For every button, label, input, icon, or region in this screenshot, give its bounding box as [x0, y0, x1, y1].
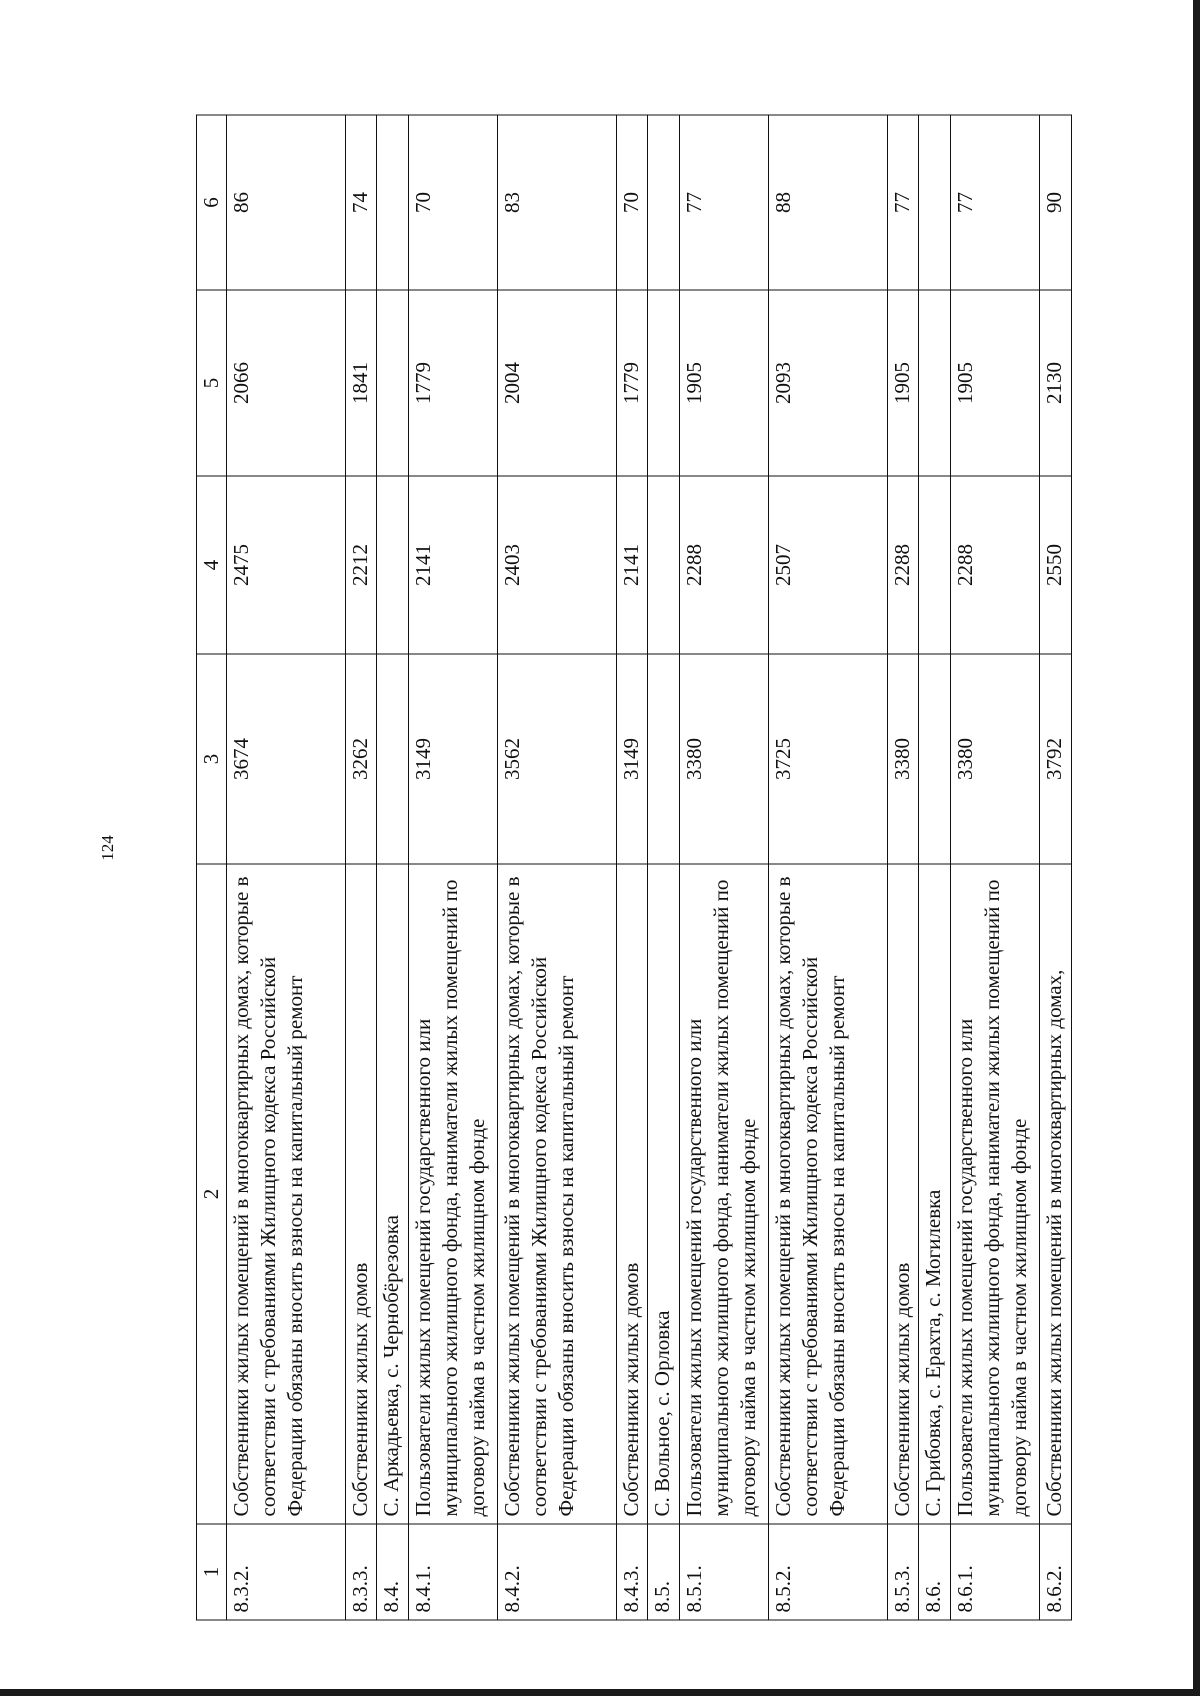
table-row: [345, 115, 377, 1620]
value-col3: 3149: [409, 654, 498, 864]
row-description: Собственники жилых помещений в многоквартирных домах,: [1040, 864, 1072, 1524]
row-code: 8.6.1.: [951, 1524, 1040, 1620]
value-col5: 1905: [951, 290, 1040, 476]
row-code: 8.3.2.: [227, 1524, 346, 1620]
value-col3: [919, 654, 951, 864]
value-col3: 3380: [680, 654, 769, 864]
value-col3: 3562: [498, 654, 617, 864]
table-row: [769, 115, 888, 1620]
value-col5: [919, 290, 951, 476]
value-col5: 2066: [227, 290, 346, 476]
value-col3: 3380: [951, 654, 1040, 864]
value-col5: [648, 290, 680, 476]
row-description: Собственники жилых домов: [616, 864, 648, 1524]
value-col4: 2475: [227, 476, 346, 654]
column-number: 3: [197, 654, 227, 864]
table-row-section: [377, 115, 409, 1620]
page-number: 124: [98, 835, 117, 861]
value-col5: 2130: [1040, 290, 1072, 476]
value-col4: [377, 476, 409, 654]
value-col5: 2093: [769, 290, 888, 476]
scan-edge-bottom: [0, 1689, 1200, 1696]
row-code: 8.4.2.: [498, 1524, 617, 1620]
value-col3: [377, 654, 409, 864]
value-col5: 1779: [616, 290, 648, 476]
value-col3: 3149: [616, 654, 648, 864]
value-col6: [648, 115, 680, 290]
value-col4: 2550: [1040, 476, 1072, 654]
value-col5: 1841: [345, 290, 377, 476]
value-col4: 2288: [887, 476, 919, 654]
table-row: [887, 115, 919, 1620]
row-description: Собственники жилых домов: [887, 864, 919, 1524]
column-number-row: [197, 115, 227, 1620]
row-code: 8.5.2.: [769, 1524, 888, 1620]
value-col3: 3674: [227, 654, 346, 864]
section-title: С. Вольное, с. Орловка: [648, 864, 680, 1524]
table-row: [498, 115, 617, 1620]
value-col5: [377, 290, 409, 476]
table-row: [951, 115, 1040, 1620]
column-number: 2: [197, 864, 227, 1524]
row-code: 8.5.3.: [887, 1524, 919, 1620]
row-code: 8.5.1.: [680, 1524, 769, 1620]
section-title: С. Аркадьевка, с. Чернобёрезовка: [377, 864, 409, 1524]
value-col6: 70: [409, 115, 498, 290]
row-description: Пользователи жилых помещений государственного или муниципального жилищного фонда, наниматели жилых помещений по договору найма в частном жилищном фонде: [409, 864, 498, 1524]
row-description: Пользователи жилых помещений государственного или муниципального жилищного фонда, наниматели жилых помещений по договору найма в частном жилищном фонде: [680, 864, 769, 1524]
table-row: [680, 115, 769, 1620]
value-col5: 1905: [887, 290, 919, 476]
row-code: 8.6.: [919, 1524, 951, 1620]
row-code: 8.4.3.: [616, 1524, 648, 1620]
value-col3: 3792: [1040, 654, 1072, 864]
row-code: 8.6.2.: [1040, 1524, 1072, 1620]
column-number: 6: [197, 115, 227, 290]
value-col4: 2212: [345, 476, 377, 654]
table-row-section: [919, 115, 951, 1620]
row-description: Собственники жилых помещений в многоквартирных домах, которые в соответствии с требованиями Жилищного кодекса Российской Федерации обязаны вносить взносы на капитальный ремонт: [227, 864, 346, 1524]
table-row: [227, 115, 346, 1620]
row-code: 8.4.1.: [409, 1524, 498, 1620]
value-col4: 2141: [616, 476, 648, 654]
value-col6: 70: [616, 115, 648, 290]
value-col4: 2507: [769, 476, 888, 654]
value-col3: 3262: [345, 654, 377, 864]
rotated-table-container: [196, 116, 1072, 1621]
value-col6: 90: [1040, 115, 1072, 290]
value-col4: [919, 476, 951, 654]
value-col3: 3380: [887, 654, 919, 864]
row-description: Собственники жилых помещений в многоквартирных домах, которые в соответствии с требованиями Жилищного кодекса Российской Федерации обязаны вносить взносы на капитальный ремонт: [769, 864, 888, 1524]
tariff-table: [196, 115, 1072, 1621]
value-col6: 86: [227, 115, 346, 290]
row-description: Пользователи жилых помещений государственного или муниципального жилищного фонда, наниматели жилых помещений по договору найма в частном жилищном фонде: [951, 864, 1040, 1524]
value-col6: [919, 115, 951, 290]
row-code: 8.4.: [377, 1524, 409, 1620]
table-row-section: [648, 115, 680, 1620]
value-col6: 77: [951, 115, 1040, 290]
section-title: С. Грибовка, с. Ерахта, с. Могилевка: [919, 864, 951, 1524]
value-col3: 3725: [769, 654, 888, 864]
value-col4: 2403: [498, 476, 617, 654]
value-col6: 77: [887, 115, 919, 290]
value-col6: 83: [498, 115, 617, 290]
table-row: [616, 115, 648, 1620]
row-code: 8.3.3.: [345, 1524, 377, 1620]
row-description: Собственники жилых помещений в многоквартирных домах, которые в соответствии с требованиями Жилищного кодекса Российской Федерации обязаны вносить взносы на капитальный ремонт: [498, 864, 617, 1524]
column-number: 5: [197, 290, 227, 476]
value-col6: 77: [680, 115, 769, 290]
value-col4: 2141: [409, 476, 498, 654]
column-number: 1: [197, 1524, 227, 1620]
value-col3: [648, 654, 680, 864]
value-col5: 2004: [498, 290, 617, 476]
row-description: Собственники жилых домов: [345, 864, 377, 1524]
value-col6: 74: [345, 115, 377, 290]
value-col4: 2288: [951, 476, 1040, 654]
value-col6: [377, 115, 409, 290]
table-row: [1040, 115, 1072, 1620]
row-code: 8.5.: [648, 1524, 680, 1620]
value-col4: 2288: [680, 476, 769, 654]
value-col5: 1779: [409, 290, 498, 476]
table-row: [409, 115, 498, 1620]
scan-edge-right: [1193, 0, 1200, 1696]
value-col4: [648, 476, 680, 654]
value-col6: 88: [769, 115, 888, 290]
column-number: 4: [197, 476, 227, 654]
value-col5: 1905: [680, 290, 769, 476]
